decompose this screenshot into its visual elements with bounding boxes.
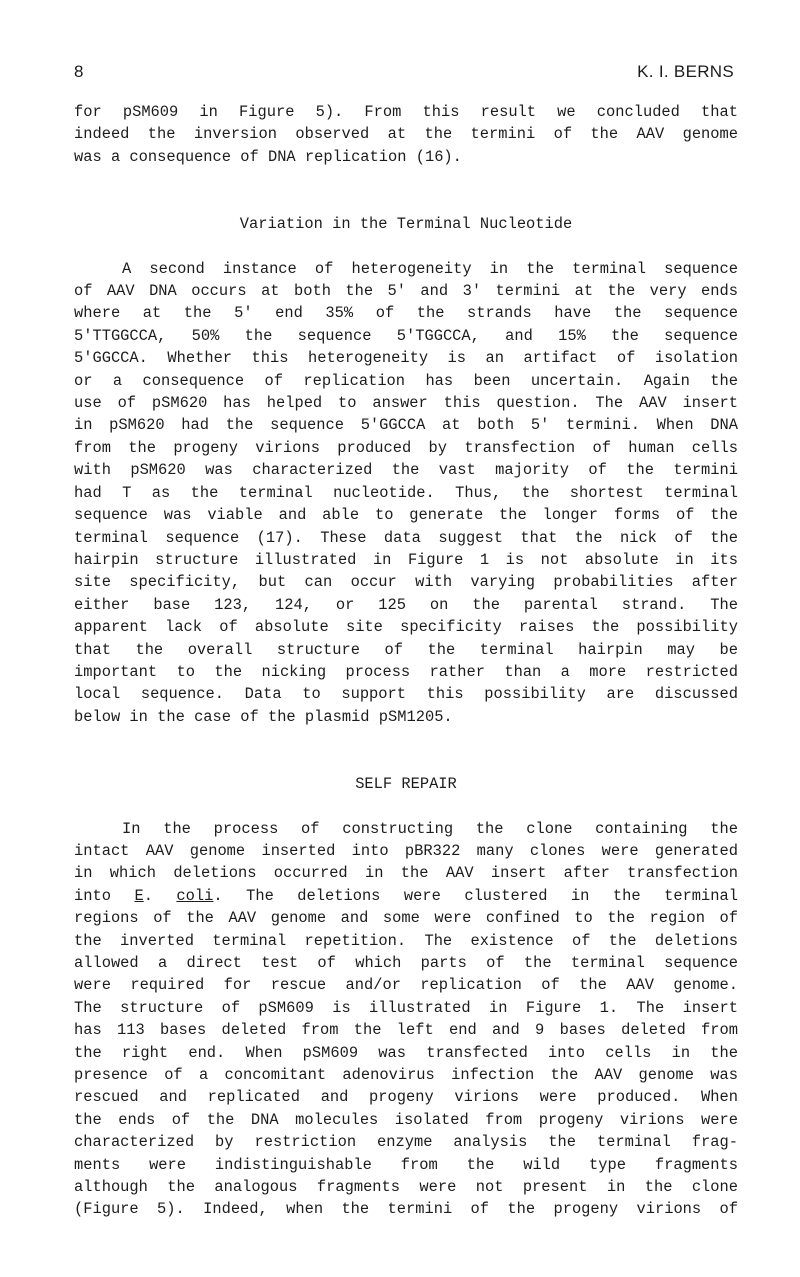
text-line: has 113 bases deleted from the left end and 9 bases deleted from xyxy=(74,1021,738,1040)
section-heading-variation: Variation in the Terminal Nucleotide xyxy=(239,215,573,234)
text-line: the inverted terminal repetition. The existence of the deletions xyxy=(74,931,738,950)
paragraph-intro xyxy=(74,101,738,168)
text-line: in pSM620 had the sequence 5'GGCCA at both 5' termini. When DNA xyxy=(74,416,738,435)
text-line: important to the nicking process rather than a more restricted xyxy=(74,662,738,681)
text-line: for pSM609 in Figure 5). From this result we concluded that xyxy=(74,103,738,121)
text-fragment: into xyxy=(74,886,135,905)
text-line: the right end. When pSM609 was transfected into cells in the xyxy=(74,1043,738,1062)
text-line: terminal sequence (17). These data suggest that the nick of the xyxy=(74,528,738,547)
text-line: or a consequence of replication has been uncertain. Again the xyxy=(74,371,738,390)
text-line: that the overall structure of the terminal hairpin may be xyxy=(74,640,738,659)
text-line: although the analogous fragments were not present in the clone xyxy=(74,1178,738,1197)
running-head: K. I. BERNS xyxy=(637,62,734,81)
text-line: local sequence. Data to support this possibility are discussed xyxy=(74,685,738,704)
text-line: use of pSM620 has helped to answer this question. The AAV insert xyxy=(74,394,738,413)
species-name: coli xyxy=(176,886,214,905)
text-line: apparent lack of absolute site specificity raises the possibility xyxy=(74,618,738,637)
page-number: 8 xyxy=(74,62,84,81)
text-line: from the progeny virions produced by transfection of human cells xyxy=(74,438,738,457)
text-line-with-species xyxy=(74,885,738,907)
text-line: ments were indistinguishable from the wild type fragments xyxy=(74,1155,738,1174)
text-line: rescued and replicated and progeny virions were produced. When xyxy=(74,1088,738,1107)
text-line: characterized by restriction enzyme analysis the terminal frag- xyxy=(74,1133,738,1152)
body-text xyxy=(74,101,738,1221)
section-heading-self-repair: SELF REPAIR xyxy=(355,775,457,794)
text-line: site specificity, but can occur with varying probabilities after xyxy=(74,573,738,592)
paragraph-self-repair xyxy=(74,818,738,1221)
text-line: (Figure 5). Indeed, when the termini of the progeny virions of xyxy=(74,1200,738,1219)
text-line: hairpin structure illustrated in Figure 1 is not absolute in its xyxy=(74,550,738,569)
text-line: In the process of constructing the clone containing the xyxy=(122,819,738,838)
text-line: below in the case of the plasmid pSM1205. xyxy=(74,707,453,726)
text-line: The structure of pSM609 is illustrated in Figure 1. The insert xyxy=(74,998,738,1017)
page-header xyxy=(0,62,800,86)
species-genus-abbrev: E xyxy=(134,886,144,905)
text-line: was a consequence of DNA replication (16). xyxy=(74,147,462,166)
text-line: intact AAV genome inserted into pBR322 many clones were generated xyxy=(74,841,738,860)
text-fragment: . The deletions were clustered in the terminal xyxy=(213,886,738,905)
text-line: 5'GGCCA. Whether this heterogeneity is an artifact of isolation xyxy=(74,349,738,368)
text-line: the ends of the DNA molecules isolated from progeny virions were xyxy=(74,1110,738,1129)
text-fragment: . xyxy=(143,886,177,905)
text-line: in which deletions occurred in the AAV insert after transfection xyxy=(74,864,738,883)
text-line: were required for rescue and/or replication of the AAV genome. xyxy=(74,976,738,995)
text-line: presence of a concomitant adenovirus infection the AAV genome was xyxy=(74,1066,738,1085)
text-line: either base 123, 124, or 125 on the parental strand. The xyxy=(74,595,738,614)
text-line: sequence was viable and able to generate the longer forms of the xyxy=(74,506,738,525)
text-line: allowed a direct test of which parts of the terminal sequence xyxy=(74,954,738,972)
text-line: indeed the inversion observed at the termini of the AAV genome xyxy=(74,125,738,144)
text-line: where at the 5' end 35% of the strands have the sequence xyxy=(74,304,738,323)
text-line: of AAV DNA occurs at both the 5' and 3' termini at the very ends xyxy=(74,282,738,301)
paragraph-variation xyxy=(74,258,738,729)
text-line: 5'TTGGCCA, 50% the sequence 5'TGGCCA, and 15% the sequence xyxy=(74,326,738,345)
text-line: A second instance of heterogeneity in the terminal sequence xyxy=(122,259,738,278)
text-line: had T as the terminal nucleotide. Thus, the shortest terminal xyxy=(74,483,738,502)
text-line: with pSM620 was characterized the vast majority of the termini xyxy=(74,461,738,480)
text-line: regions of the AAV genome and some were confined to the region of xyxy=(74,909,738,928)
